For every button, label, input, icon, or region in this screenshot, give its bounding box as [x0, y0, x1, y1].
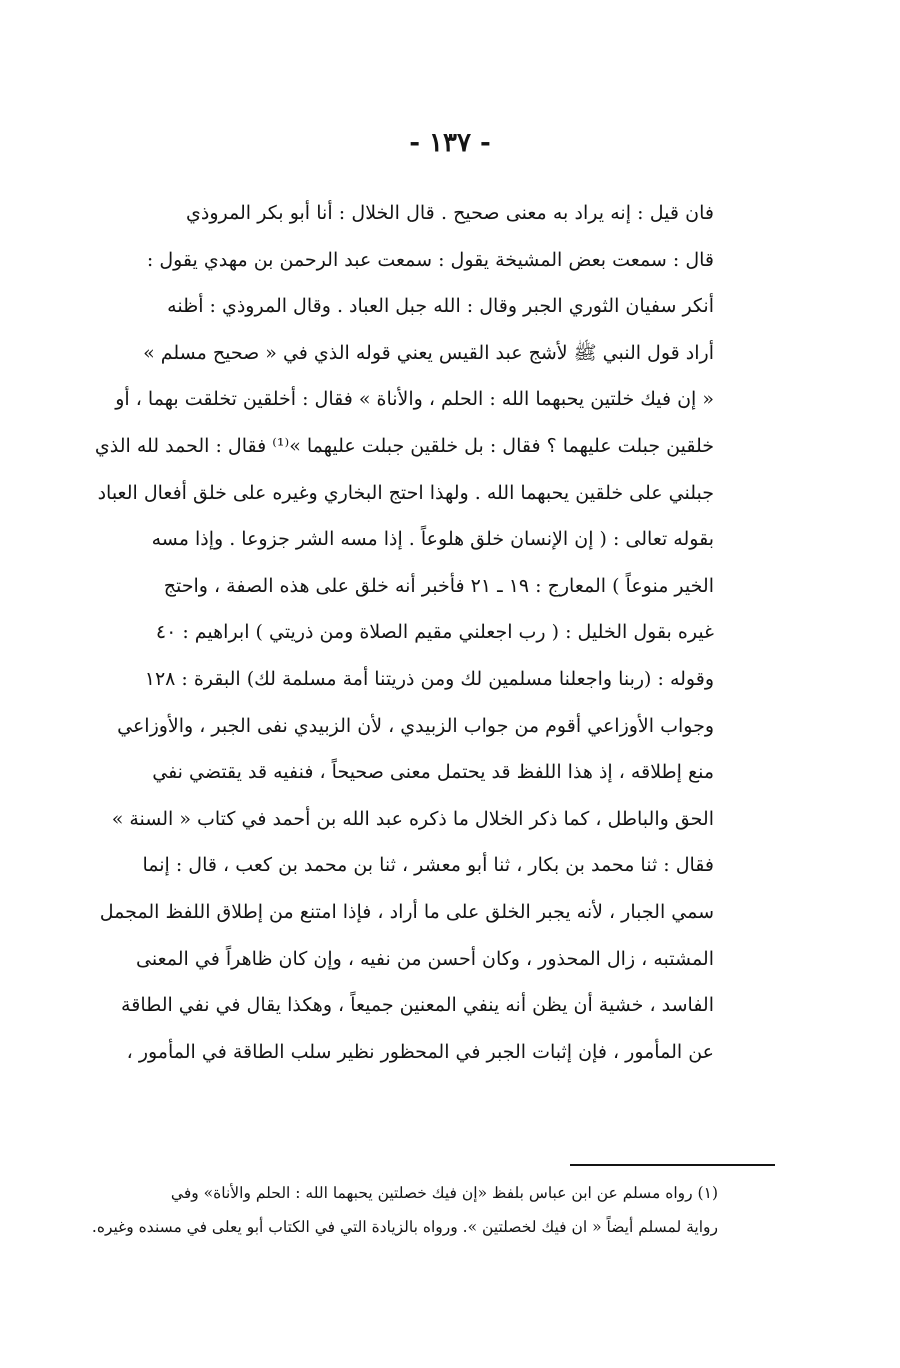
text-line: جبلني على خلقين يحبهما الله . ولهذا احتج البخاري وغيره على خلق أفعال العباد — [97, 481, 714, 504]
footnote-line: رواية لمسلم أيضاً « ان فيك لخصلتين ». ورواه بالزيادة التي في الكتاب أبو يعلى في مسنده وغيره. — [91, 1218, 718, 1236]
body-text — [94, 190, 714, 1075]
text-line: غيره بقول الخليل : ( رب اجعلني مقيم الصلاة ومن ذريتي ) ابراهيم : ٤٠ — [155, 621, 714, 644]
text-line: الخير منوعاً ) المعارج : ١٩ ـ ٢١ فأخبر أنه خلق على هذه الصفة ، واحتج — [163, 574, 714, 597]
text-line: قال : سمعت بعض المشيخة يقول : سمعت عبد الرحمن بن مهدي يقول : — [146, 248, 714, 271]
text-line: المشتبه ، زال المحذور ، وكان أحسن من نفيه ، وإن كان ظاهراً في المعنى — [136, 947, 714, 970]
text-line: أراد قول النبي ﷺ لأشج عبد القيس يعني قوله الذي في « صحيح مسلم » — [143, 341, 714, 364]
page-number: - ١٣٧ - — [409, 128, 491, 158]
text-line: الحق والباطل ، كما ذكر الخلال ما ذكره عبد الله بن أحمد في كتاب « السنة » — [111, 807, 714, 830]
text-line: الفاسد ، خشية أن يظن أنه ينفي المعنين جميعاً ، وهكذا يقال في نفي الطاقة — [121, 994, 714, 1017]
text-line: وقوله : (ربنا واجعلنا مسلمين لك ومن ذريتنا أمة مسلمة لك) البقرة : ١٢٨ — [144, 667, 714, 690]
text-line: وجواب الأوزاعي أقوم من جواب الزبيدي ، لأن الزبيدي نفى الجبر ، والأوزاعي — [117, 714, 714, 737]
footnote-divider — [570, 1164, 775, 1166]
text-line: « إن فيك خلتين يحبهما الله : الحلم ، والأناة » فقال : أخلقين تخلقت بهما ، أو — [115, 388, 714, 411]
text-line: سمي الجبار ، لأنه يجبر الخلق على ما أراد ، فإذا امتنع من إطلاق اللفظ المجمل — [99, 900, 714, 923]
text-line: فان قيل : إنه يراد به معنى صحيح . قال الخلال : أنا أبو بكر المروذي — [186, 202, 714, 224]
text-line: أنكر سفيان الثوري الجبر وقال : الله جبل العباد . وقال المروذي : أظنه — [167, 295, 714, 318]
text-line: عن المأمور ، فإن إثبات الجبر في المحظور نظير سلب الطاقة في المأمور ، — [126, 1040, 714, 1063]
footnote-line: (١) رواه مسلم عن ابن عباس بلفظ «إن فيك خصلتين يحبهما الله : الحلم والأناة» وفي — [170, 1184, 718, 1202]
text-line: فقال : ثنا محمد بن بكار ، ثنا أبو معشر ، ثنا بن محمد بن كعب ، قال : إنما — [142, 854, 714, 877]
text-line: خلقين جبلت عليهما ؟ فقال : بل خلقين جبلت عليهما »⁽¹⁾ فقال : الحمد لله الذي — [94, 434, 714, 457]
text-line: منع إطلاقه ، إذ هذا اللفظ قد يحتمل معنى صحيحاً ، فنفيه قد يقتضي نفي — [152, 761, 714, 784]
footnotes — [91, 1176, 718, 1244]
text-line: بقوله تعالى : ( إن الإنسان خلق هلوعاً . إذا مسه الشر جزوعا . وإذا مسه — [151, 528, 714, 551]
